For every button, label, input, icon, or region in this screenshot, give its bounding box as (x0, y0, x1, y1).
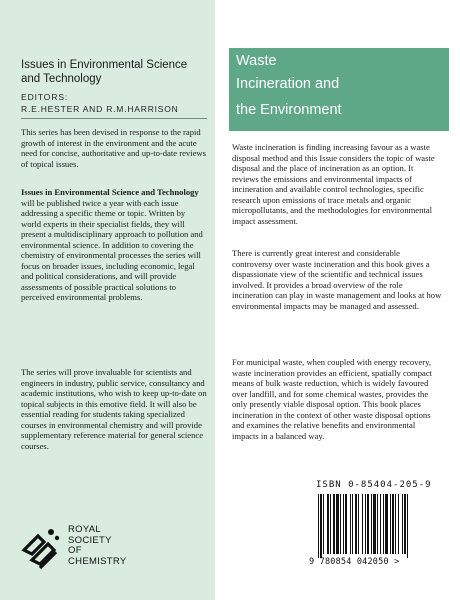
series-info-panel (0, 0, 215, 600)
rsc-logo (18, 520, 128, 576)
blurb-paragraph-3: For municipal waste, when coupled with energy recovery, waste incineration provides an efficient, spatially compact means of bulk waste reduction, which is widely favoured over landfill, and for some chemical wastes, provides the only presently viable disposal option. This book places incineration in the context of other waste disposal options and examines the relative benefits and environmental impacts in a balanced way. (232, 357, 433, 441)
editors-names: R.E.HESTER AND R.M.HARRISON (21, 104, 179, 114)
series-schedule (21, 187, 207, 303)
blurb-paragraph-1: Waste incineration is finding increasing favour as a waste disposal method and this Issue considers the topic of waste disposal and the place of incineration as an option. It reviews the emissions and environmental impacts of incineration and available control technologies, specific research upon emissions of trace metals and organic micropollutants, and the methodologies for environmental impact assessment. (232, 142, 435, 226)
series-audience: The series will prove invaluable for scientists and engineers in industry, public service, consultancy and academic institutions, who wish to keep up-to-date on topical subjects in this emotive field. It will also be essential reading for students taking specialized courses in environmental chemistry and will provide supplementary reference material for general science courses. (21, 367, 207, 451)
book-title-line-2: Incineration and (236, 76, 340, 92)
book-title-box (229, 48, 449, 131)
isbn-label: ISBN 0-85404-205-9 (316, 480, 432, 490)
series-description: This series has been devised in response to the rapid growth of interest in the environment and the acute need for concise, authoritative and up-to-date reviews of topical issues. (21, 127, 206, 169)
blurb-paragraph-2: There is currently great interest and considerable controversy over waste incineration and this book gives a dispassionate view of the scientific and technical issues involved. It provides a broad overview of the role incineration can play in waste management and looks at how environmental impacts may be managed and assessed. (232, 248, 442, 311)
editors-label: EDITORS: (21, 92, 69, 102)
series-schedule-text: will be published twice a year with each issue addressing a specific theme or topic. Written by world experts in their specialist fields, they will present a multidisciplinary approach to pollution and environmental science. In addition to covering the chemistry of environmental processes the series will focus on broader issues, including economic, legal and political considerations, and will provide assessments of possible practical solutions to perceived environmental problems. (21, 197, 203, 303)
book-title-line-3: the Environment (236, 102, 342, 118)
barcode-icon (316, 494, 441, 558)
rsc-emblem-icon (18, 520, 64, 572)
series-title: Issues in Environmental Science and Technology (21, 59, 188, 85)
series-name-bold: Issues in Environmental Science and Technology (21, 187, 199, 197)
logo-line-3: CHEMISTRY (68, 555, 127, 567)
logo-line-1: ROYAL (68, 524, 102, 535)
rsc-logo-text (68, 525, 128, 567)
barcode-number: 9 780854 042050 > (309, 557, 400, 567)
book-title-line-1: Waste (236, 53, 277, 69)
logo-line-2: SOCIETY OF (68, 534, 112, 556)
divider (21, 118, 207, 119)
